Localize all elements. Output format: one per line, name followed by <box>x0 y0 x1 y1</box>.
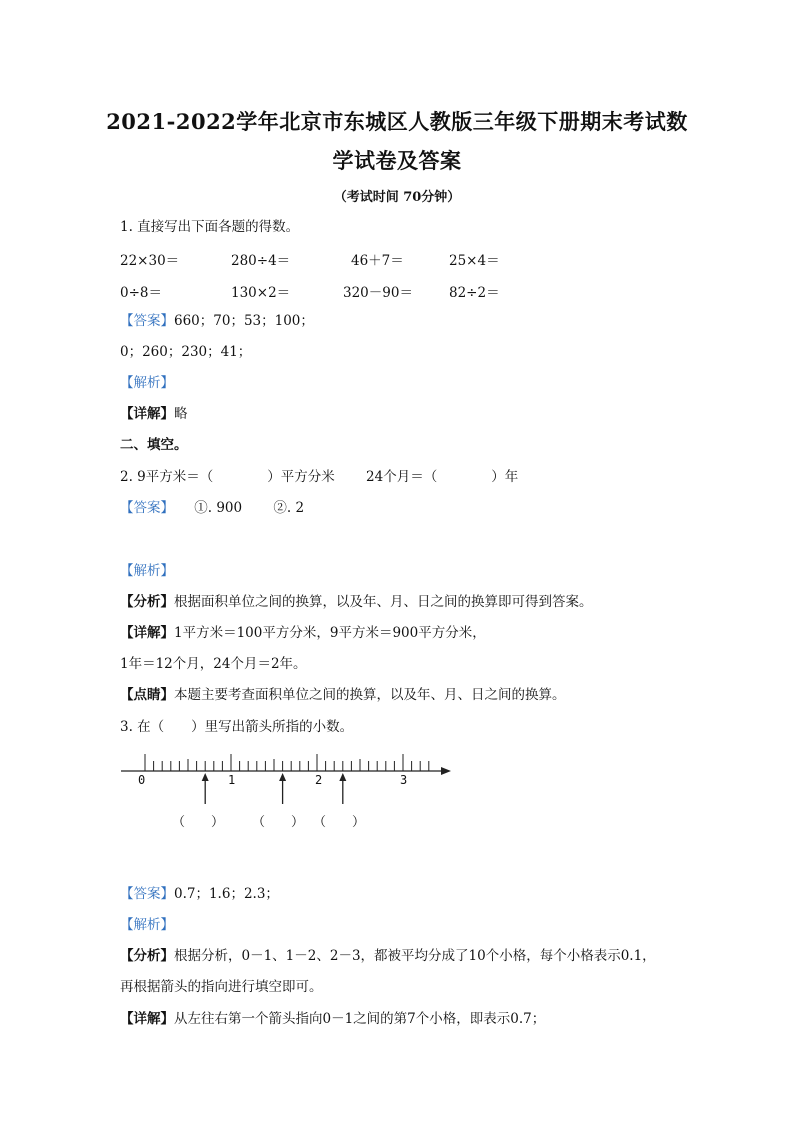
section-heading: 二、填空。 <box>120 437 188 453</box>
up-arrow-icon <box>202 773 209 781</box>
answer-blank-3[interactable]: （ ） <box>313 815 366 830</box>
up-arrow-icon <box>279 773 286 781</box>
detail-text: 从左往右第一个箭头指向0－1之间的第7个小格，即表示0.7； <box>174 1011 546 1027</box>
detail-text: 1平方米＝100平方分米，9平方米＝900平方分米， <box>174 625 486 641</box>
detail-tag: 【详解】 <box>120 1011 174 1027</box>
answer-tag: 【答案】 <box>120 500 168 516</box>
q2-analysis-tag: 【解析】 <box>120 563 174 579</box>
fenxi-tag: 【分析】 <box>120 948 174 964</box>
answer-text: 660；70；53；100； <box>174 313 314 329</box>
dianjing-tag: 【点睛】 <box>120 687 174 703</box>
fenxi-tag: 【分析】 <box>120 594 174 610</box>
q2-question: 2. 9平方米＝（ ）平方分米 24个月＝（ ）年 <box>120 469 519 485</box>
detail-tag: 【详解】 <box>120 625 174 641</box>
q1-item: 25×4＝ <box>449 253 500 269</box>
detail-tag: 【详解】 <box>120 406 174 422</box>
q1-analysis-tag: 【解析】 <box>120 375 174 391</box>
q3-analysis-tag: 【解析】 <box>120 917 174 933</box>
exam-time-note: （考试时间 70分钟） <box>333 190 461 205</box>
answer-text: 0.7；1.6；2.3； <box>174 886 279 902</box>
q3-question: 3. 在（ ）里写出箭头所指的小数。 <box>120 719 354 735</box>
page-title-continued: 学试卷及答案 <box>332 148 462 173</box>
fenxi-text: 根据面积单位之间的换算，以及年、月、日之间的换算即可得到答案。 <box>174 594 593 610</box>
q3-answer <box>120 885 279 903</box>
answer-blank-2[interactable]: （ ） <box>252 815 305 830</box>
q2-dianjing <box>120 686 566 704</box>
q1-item: 46＋7＝ <box>351 253 404 269</box>
q3-detail <box>120 1010 545 1028</box>
q1-item: 320－90＝ <box>343 285 413 301</box>
answer-tag: 【答案】 <box>120 886 174 902</box>
page-title: 2021-2022学年北京市东城区人教版三年级下册期末考试数 <box>106 109 688 134</box>
q1-question: 1. 直接写出下面各题的得数。 <box>120 219 300 235</box>
q1-detail <box>120 405 188 423</box>
up-arrow-icon <box>339 773 346 781</box>
q1-item: 22×30＝ <box>120 253 180 269</box>
detail-text: 略 <box>174 406 188 422</box>
q1-item: 130×2＝ <box>231 285 291 301</box>
q3-fenxi <box>120 947 656 965</box>
number-line-label-3: 3 <box>400 773 408 787</box>
fenxi-text: 根据分析，0－1、1－2、2－3，都被平均分成了10个小格，每个小格表示0.1， <box>174 948 656 964</box>
number-line <box>0 740 794 860</box>
dianjing-text: 本题主要考查面积单位之间的换算，以及年、月、日之间的换算。 <box>174 687 566 703</box>
number-line-label-0: 0 <box>138 773 146 787</box>
q1-answer <box>120 312 314 330</box>
q2-fenxi <box>120 593 593 611</box>
q2-detail <box>120 624 486 642</box>
answer-blank-1[interactable]: （ ） <box>172 815 225 830</box>
number-line-label-1: 1 <box>228 773 236 787</box>
q1-item: 280÷4＝ <box>231 253 291 269</box>
q1-answer-line2: 0；260；230；41； <box>120 344 252 360</box>
q2-answer <box>120 499 304 517</box>
answer-text: ①. 900 ②. 2 <box>167 500 305 516</box>
q1-item: 82÷2＝ <box>449 285 500 301</box>
number-line-arrowhead <box>441 767 451 775</box>
q1-item: 0÷8＝ <box>120 285 162 301</box>
q3-fenxi-line2: 再根据箭头的指向进行填空即可。 <box>120 979 323 995</box>
number-line-label-2: 2 <box>315 773 323 787</box>
q2-detail-line2: 1年＝12个月，24个月＝2年。 <box>120 656 307 672</box>
answer-tag: 【答案】 <box>120 313 174 329</box>
